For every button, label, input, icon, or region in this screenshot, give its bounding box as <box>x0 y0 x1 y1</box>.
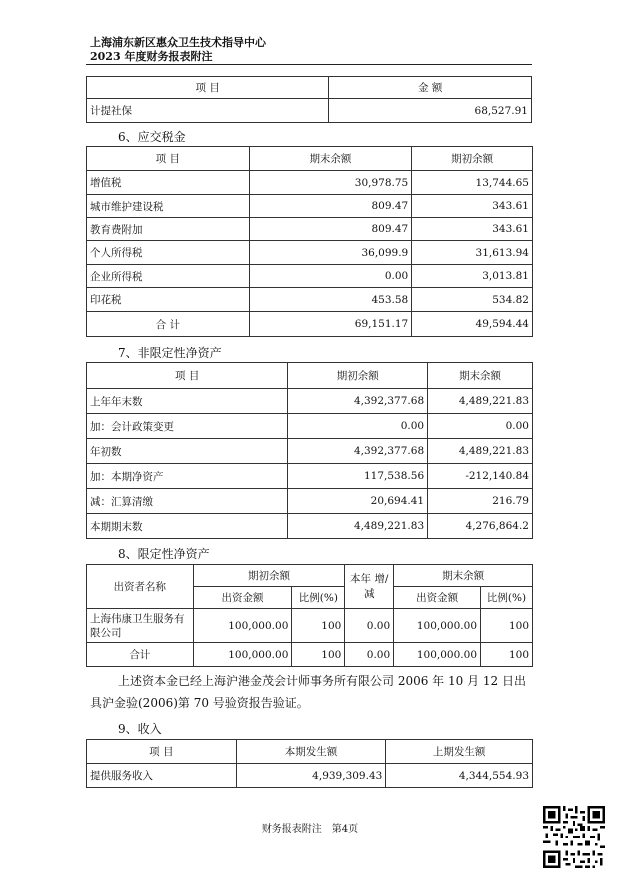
col-header-begin-balance: 期初余额 <box>193 565 345 587</box>
section-title-income: 9、收入 <box>118 722 162 736</box>
cell-value: 100 <box>481 609 533 643</box>
table-row <box>87 609 533 643</box>
col-header-change: 本年 增/减 <box>345 565 394 609</box>
col-header-begin-balance: 期初余额 <box>288 363 428 389</box>
cell-value: 4,489,221.83 <box>288 514 428 539</box>
cell-value: 69,151.17 <box>249 312 412 337</box>
section-title-taxes: 6、应交税金 <box>118 130 186 144</box>
col-header-begin-amount: 出资金额 <box>193 587 292 609</box>
cell-value: 4,392,377.68 <box>288 389 428 414</box>
row-label: 增值税 <box>87 171 250 195</box>
cell-value: 4,489,221.83 <box>428 439 533 464</box>
cell-value: 0.00 <box>428 414 533 439</box>
row-label: 提供服务收入 <box>87 764 237 788</box>
table-row <box>87 489 533 514</box>
row-label: 减：汇算清缴 <box>87 489 288 514</box>
row-label: 教育费附加 <box>87 218 250 241</box>
table-row <box>87 171 533 195</box>
row-label: 个人所得税 <box>87 241 250 265</box>
cell-value: 100,000.00 <box>394 609 481 643</box>
col-header-prior-period: 上期发生额 <box>386 740 533 764</box>
cell-value: 36,099.9 <box>249 241 412 265</box>
table-row <box>87 241 533 265</box>
table-row <box>87 389 533 414</box>
cell-amount: 68,527.91 <box>329 99 532 123</box>
row-label: 本期期末数 <box>87 514 288 539</box>
cell-value: 30,978.75 <box>249 171 412 195</box>
header-org: 上海浦东新区惠众卫生技术指导中心 <box>90 36 266 49</box>
row-label: 年初数 <box>87 439 288 464</box>
table-row <box>87 414 533 439</box>
cell-value: 13,744.65 <box>412 171 533 195</box>
row-label: 加：本期净资产 <box>87 464 288 489</box>
cell-value: 100,000.00 <box>193 609 292 643</box>
col-header-begin-balance: 期初余额 <box>412 147 533 171</box>
col-header-end-balance: 期末余额 <box>249 147 412 171</box>
table-row-total <box>87 312 533 337</box>
cell-value: 809.47 <box>249 195 412 218</box>
capital-verification-line1: 上述资本金已经上海沪港金茂会计师事务所有限公司 2006 年 10 月 12 日出 <box>118 674 526 688</box>
cell-value: 534.82 <box>412 288 533 312</box>
cell-value: 3,013.81 <box>412 265 533 288</box>
row-label: 上海伟康卫生服务有限公司 <box>87 609 194 643</box>
table-row <box>87 764 533 788</box>
cell-value: -212,140.84 <box>428 464 533 489</box>
cell-value: 0.00 <box>249 265 412 288</box>
taxes-payable-table <box>86 146 533 337</box>
cell-value: 343.61 <box>412 195 533 218</box>
cell-value: 4,344,554.93 <box>386 764 533 788</box>
section-title-restricted: 8、限定性净资产 <box>118 547 210 561</box>
cell-value: 117,538.56 <box>288 464 428 489</box>
row-label: 加：会计政策变更 <box>87 414 288 439</box>
cell-value: 100,000.00 <box>193 643 292 667</box>
col-header-current-period: 本期发生额 <box>236 740 386 764</box>
table-row <box>87 288 533 312</box>
col-header-begin-ratio: 比例(%) <box>292 587 345 609</box>
row-label: 印花税 <box>87 288 250 312</box>
cell-value: 343.61 <box>412 218 533 241</box>
restricted-net-assets-table <box>86 564 533 667</box>
cell-value: 809.47 <box>249 218 412 241</box>
cell-value: 453.58 <box>249 288 412 312</box>
income-table <box>86 739 533 788</box>
cell-value: 49,594.44 <box>412 312 533 337</box>
row-label: 合计 <box>87 643 194 667</box>
header-doc-title: 2023 年度财务报表附注 <box>90 50 213 63</box>
cell-value: 4,276,864.2 <box>428 514 533 539</box>
header-divider <box>86 64 532 65</box>
cell-value: 4,489,221.83 <box>428 389 533 414</box>
table-row <box>87 514 533 539</box>
row-label: 合 计 <box>87 312 250 337</box>
row-label: 城市维护建设税 <box>87 195 250 218</box>
table-row <box>87 464 533 489</box>
capital-verification-line2: 具沪金验(2006)第 70 号验资报告验证。 <box>90 696 309 710</box>
qr-code-icon <box>543 806 605 868</box>
col-header-end-balance: 期末余额 <box>394 565 533 587</box>
social-security-table <box>86 76 532 123</box>
cell-value: 20,694.41 <box>288 489 428 514</box>
unrestricted-net-assets-table <box>86 362 533 539</box>
table-row <box>87 265 533 288</box>
page-footer: 财务报表附注 第4页 <box>261 824 359 835</box>
table-row <box>87 195 533 218</box>
cell-value: 100,000.00 <box>394 643 481 667</box>
row-label: 计提社保 <box>87 99 329 123</box>
table-row <box>87 439 533 464</box>
table-row <box>87 218 533 241</box>
cell-value: 216.79 <box>428 489 533 514</box>
col-header-item: 项 目 <box>87 363 288 389</box>
table-row-total <box>87 643 533 667</box>
col-header-investor: 出资者名称 <box>87 565 194 609</box>
row-label: 上年年末数 <box>87 389 288 414</box>
cell-value: 100 <box>292 643 345 667</box>
cell-value: 4,939,309.43 <box>236 764 386 788</box>
col-header-amount: 金 额 <box>329 77 532 99</box>
cell-value: 0.00 <box>288 414 428 439</box>
col-header-end-ratio: 比例(%) <box>481 587 533 609</box>
col-header-end-balance: 期末余额 <box>428 363 533 389</box>
cell-value: 0.00 <box>345 643 394 667</box>
col-header-item: 项 目 <box>87 147 250 171</box>
row-label: 企业所得税 <box>87 265 250 288</box>
col-header-end-amount: 出资金额 <box>394 587 481 609</box>
cell-value: 31,613.94 <box>412 241 533 265</box>
col-header-item: 项 目 <box>87 740 237 764</box>
section-title-unrestricted: 7、非限定性净资产 <box>118 346 222 360</box>
cell-value: 0.00 <box>345 609 394 643</box>
col-header-item: 项 目 <box>87 77 329 99</box>
cell-value: 100 <box>481 643 533 667</box>
cell-value: 100 <box>292 609 345 643</box>
cell-value: 4,392,377.68 <box>288 439 428 464</box>
